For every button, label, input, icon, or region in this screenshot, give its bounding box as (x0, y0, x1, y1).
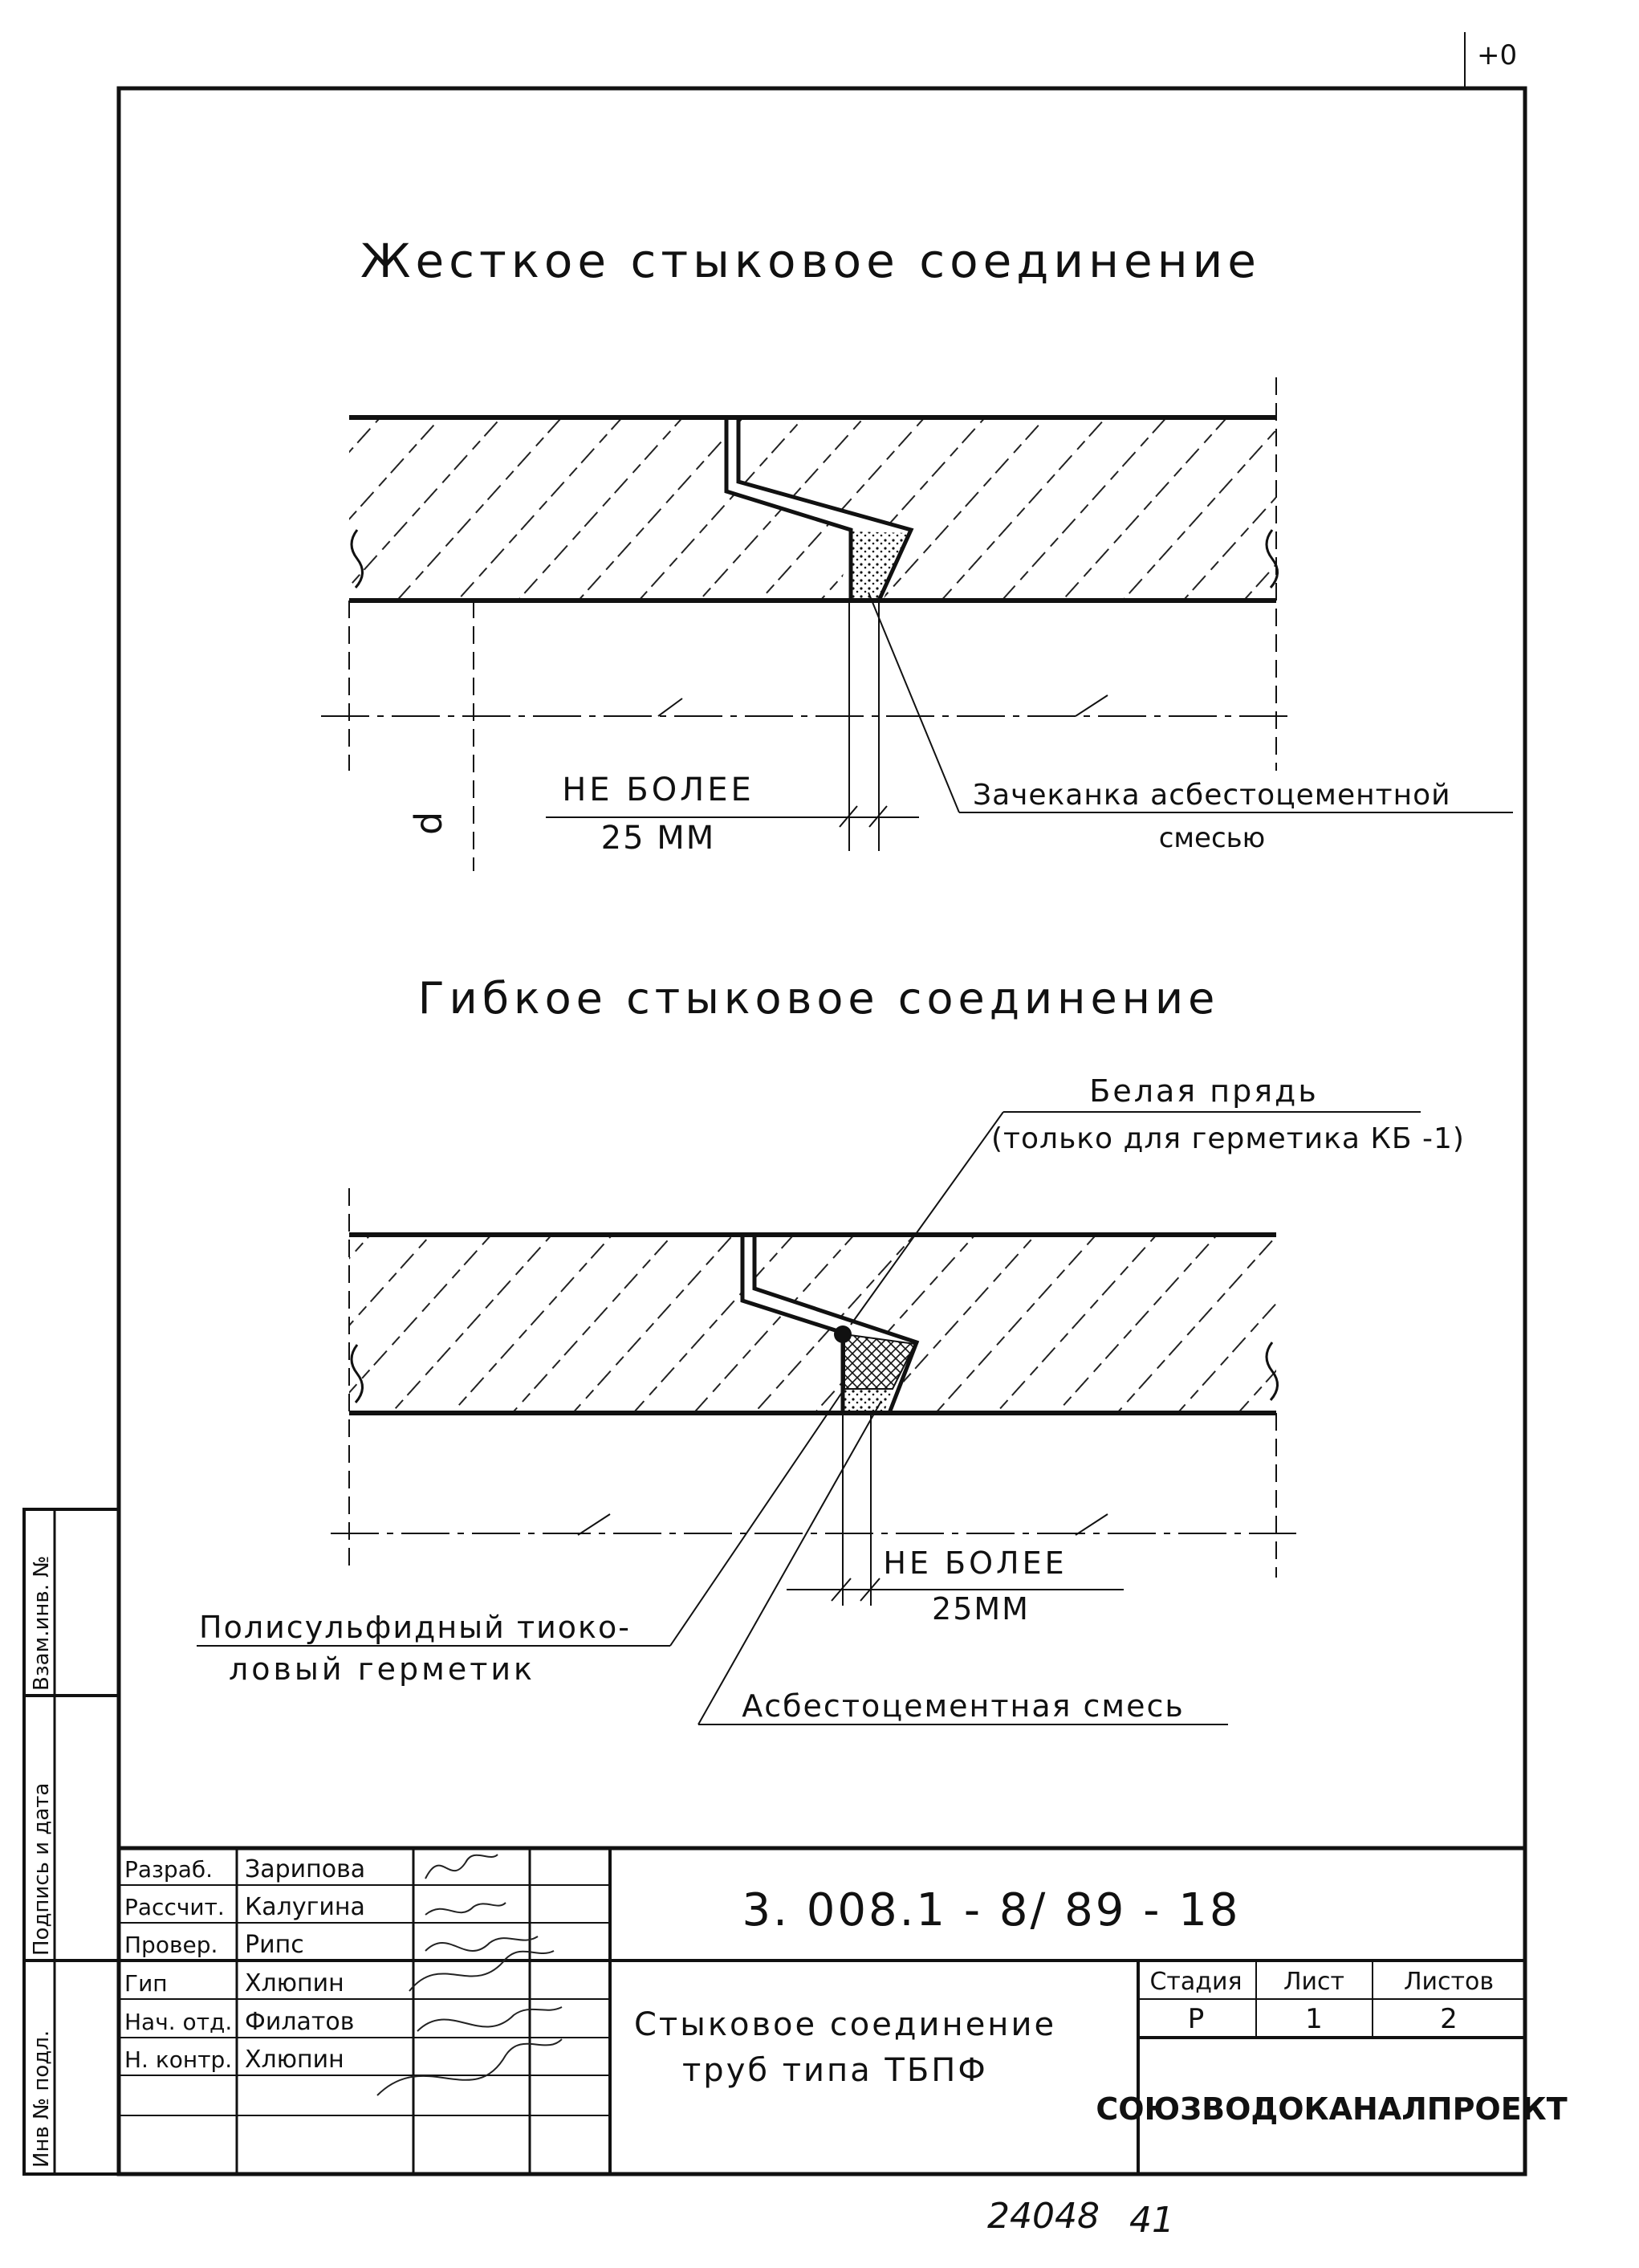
drawing-title-1: Стыковое соединение (634, 2006, 1057, 2043)
rigid-caulking-label-2: смесью (1158, 822, 1266, 854)
role-label: Рассчит. (124, 1894, 225, 1920)
sheet-header: Лист (1283, 1968, 1345, 1996)
rigid-caulking-label-1: Зачеканка асбестоцементной (973, 779, 1451, 812)
role-label: Н. контр. (124, 2046, 233, 2073)
flexible-strand-label-1: Белая прядь (1089, 1073, 1319, 1109)
sheets-header: Листов (1403, 1968, 1495, 1996)
role-label: Гип (124, 1970, 168, 1997)
role-label: Разраб. (124, 1856, 214, 1883)
sheets-value: 2 (1440, 2003, 1458, 2035)
sheet-value: 1 (1305, 2003, 1323, 2035)
person-name: Филатов (245, 2008, 355, 2036)
person-name: Хлюпин (245, 2046, 344, 2074)
side-stamp-field-2: Подпись и дата (30, 1782, 54, 1956)
white-strand-dot (834, 1325, 852, 1343)
drawing-title-2: труб типа ТБПФ (682, 2052, 988, 2089)
flexible-mix-label: Асбестоцементная смесь (742, 1688, 1185, 1724)
organization-name: СОЮЗВОДОКАНАЛПРОЕКТ (1096, 2091, 1568, 2127)
side-stamp (24, 1509, 119, 2174)
footer-number: 24048 (987, 2196, 1100, 2237)
stage-header: Стадия (1149, 1968, 1242, 1996)
flexible-max-label-1: НЕ БОЛЕЕ (883, 1545, 1068, 1581)
flexible-strand-label-2: (только для герметика КБ -1) (991, 1122, 1465, 1155)
flexible-joint-title: Гибкое стыковое соединение (417, 973, 1220, 1024)
side-stamp-field-1: Взам.инв. № (30, 1555, 54, 1691)
flexible-mix-fill (844, 1389, 893, 1411)
role-label: Провер. (124, 1932, 218, 1958)
flexible-sealant-label-2: ловый герметик (229, 1651, 536, 1687)
corner-mark: +0 (1477, 39, 1518, 71)
rigid-max-label-1: НЕ БОЛЕЕ (562, 772, 754, 808)
person-name: Хлюпин (245, 1969, 344, 1997)
signature-marks (377, 1855, 562, 2095)
role-label: Нач. отд. (124, 2009, 233, 2035)
rigid-max-label-2: 25 ММ (600, 820, 716, 857)
rigid-joint-title: Жесткое стыковое соединение (360, 234, 1262, 288)
person-name: Зарипова (245, 1855, 366, 1883)
flexible-joint-drawing (331, 1188, 1296, 1606)
stage-value: Р (1187, 2003, 1205, 2035)
person-name: Рипс (245, 1931, 304, 1959)
person-name: Калугина (245, 1893, 365, 1921)
flexible-max-label-2: 25ММ (932, 1591, 1030, 1627)
side-stamp-field-3: Инв № подл. (30, 2030, 54, 2168)
flexible-sealant-label-1: Полисульфидный тиоко- (199, 1610, 631, 1645)
rigid-d-symbol: d (407, 811, 450, 835)
document-code: 3. 008.1 - 8/ 89 - 18 (742, 1884, 1241, 1936)
title-block-signatures (124, 1855, 365, 2074)
footer-page: 41 (1129, 2200, 1174, 2241)
